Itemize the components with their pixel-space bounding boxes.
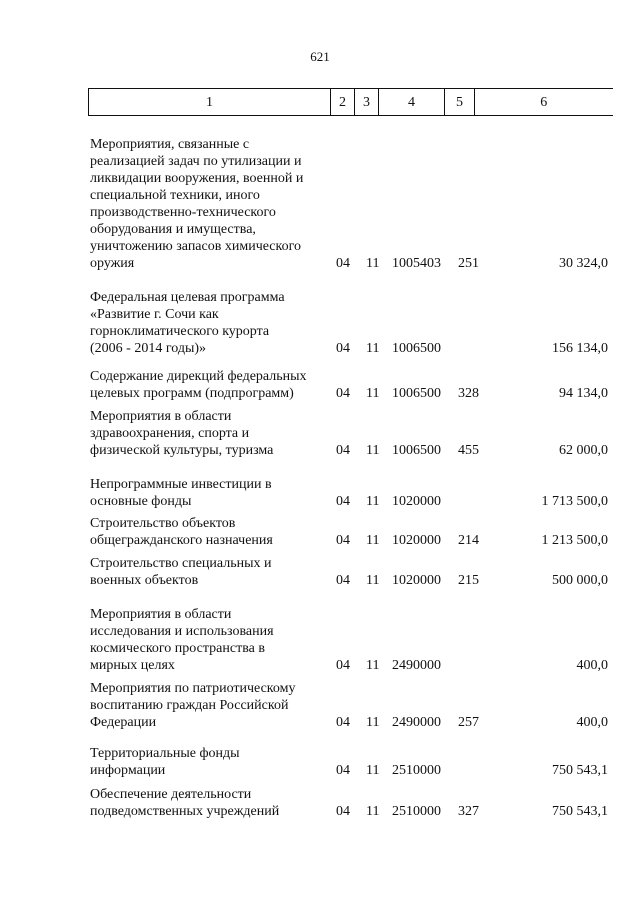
expense-type-code: 215 xyxy=(458,573,479,588)
item-name-line: ликвидации вооружения, военной и xyxy=(90,171,304,186)
amount: 1 713 500,0 xyxy=(541,494,608,509)
item-name-line: мирных целях xyxy=(90,658,175,673)
target-item-code: 2510000 xyxy=(392,804,441,819)
item-name-line: горноклиматического курорта xyxy=(90,324,270,339)
section-code: 04 xyxy=(336,715,350,730)
item-name-line: военных объектов xyxy=(90,573,199,588)
header-col-4: 4 xyxy=(379,89,445,116)
section-code: 04 xyxy=(336,573,350,588)
item-name-line: Обеспечение деятельности xyxy=(90,787,252,802)
subsection-code: 11 xyxy=(366,386,380,401)
item-name-line: Мероприятия, связанные с xyxy=(90,137,250,152)
amount: 400,0 xyxy=(576,715,608,730)
amount: 750 543,1 xyxy=(552,804,608,819)
item-name-line: подведомственных учреждений xyxy=(90,804,280,819)
subsection-code: 11 xyxy=(366,341,380,356)
page-number: 621 xyxy=(310,49,330,64)
item-name-line: уничтожению запасов химического xyxy=(90,239,301,254)
expense-type-code: 214 xyxy=(458,533,479,548)
amount: 750 543,1 xyxy=(552,763,608,778)
item-name-line: Мероприятия по патриотическому xyxy=(90,681,296,696)
target-item-code: 2490000 xyxy=(392,715,441,730)
item-name xyxy=(90,786,330,820)
header-col-3: 3 xyxy=(355,89,379,116)
expense-type-code: 455 xyxy=(458,443,479,458)
subsection-code: 11 xyxy=(366,494,380,509)
amount: 94 134,0 xyxy=(559,386,608,401)
expense-type-code: 328 xyxy=(458,386,479,401)
amount: 400,0 xyxy=(576,658,608,673)
item-name-line: здравоохранения, спорта и xyxy=(90,426,250,441)
amount: 156 134,0 xyxy=(552,341,608,356)
section-code: 04 xyxy=(336,658,350,673)
amount: 62 000,0 xyxy=(559,443,608,458)
item-name xyxy=(90,745,330,779)
item-name-line: Строительство объектов xyxy=(90,516,236,531)
item-name-line: основные фонды xyxy=(90,494,192,509)
section-code: 04 xyxy=(336,804,350,819)
item-name-line: Содержание дирекций федеральных xyxy=(90,369,307,384)
item-name xyxy=(90,515,330,549)
section-code: 04 xyxy=(336,256,350,271)
section-code: 04 xyxy=(336,386,350,401)
target-item-code: 1020000 xyxy=(392,573,441,588)
target-item-code: 2490000 xyxy=(392,658,441,673)
item-name-line: Непрограммные инвестиции в xyxy=(90,477,272,492)
header-col-1: 1 xyxy=(89,89,331,116)
subsection-code: 11 xyxy=(366,715,380,730)
item-name-line: производственно-технического xyxy=(90,205,276,220)
item-name-line: целевых программ (подпрограмм) xyxy=(90,386,294,401)
item-name xyxy=(90,368,330,402)
subsection-code: 11 xyxy=(366,533,380,548)
item-name xyxy=(90,408,330,459)
amount: 1 213 500,0 xyxy=(541,533,608,548)
item-name-line: специальной техники, иного xyxy=(90,188,260,203)
target-item-code: 1006500 xyxy=(392,443,441,458)
amount: 30 324,0 xyxy=(559,256,608,271)
item-name-line: физической культуры, туризма xyxy=(90,443,274,458)
subsection-code: 11 xyxy=(366,658,380,673)
item-name-line: оружия xyxy=(90,256,135,271)
item-name-line: Федеральная целевая программа xyxy=(90,290,285,305)
item-name-line: Строительство специальных и xyxy=(90,556,272,571)
expense-type-code: 257 xyxy=(458,715,479,730)
header-col-5: 5 xyxy=(445,89,475,116)
item-name-line: реализацией задач по утилизации и xyxy=(90,154,302,169)
header-col-6: 6 xyxy=(475,89,613,116)
item-name xyxy=(90,136,330,272)
section-code: 04 xyxy=(336,763,350,778)
item-name xyxy=(90,680,330,731)
item-name-line: воспитанию граждан Российской xyxy=(90,698,289,713)
section-code: 04 xyxy=(336,494,350,509)
subsection-code: 11 xyxy=(366,256,380,271)
item-name xyxy=(90,289,330,357)
item-name-line: оборудования и имущества, xyxy=(90,222,256,237)
target-item-code: 1005403 xyxy=(392,256,441,271)
target-item-code: 1006500 xyxy=(392,386,441,401)
subsection-code: 11 xyxy=(366,763,380,778)
item-name-line: Территориальные фонды xyxy=(90,746,240,761)
target-item-code: 1020000 xyxy=(392,494,441,509)
amount: 500 000,0 xyxy=(552,573,608,588)
expense-type-code: 251 xyxy=(458,256,479,271)
item-name-line: (2006 - 2014 годы)» xyxy=(90,341,207,356)
target-item-code: 1006500 xyxy=(392,341,441,356)
item-name-line: Федерации xyxy=(90,715,157,730)
header-col-2: 2 xyxy=(331,89,355,116)
subsection-code: 11 xyxy=(366,443,380,458)
item-name-line: исследования и использования xyxy=(90,624,274,639)
item-name-line: общегражданского назначения xyxy=(90,533,273,548)
subsection-code: 11 xyxy=(366,804,380,819)
item-name-line: Мероприятия в области xyxy=(90,607,232,622)
target-item-code: 2510000 xyxy=(392,763,441,778)
column-header-table xyxy=(88,88,613,116)
item-name-line: космического пространства в xyxy=(90,641,265,656)
expense-type-code: 327 xyxy=(458,804,479,819)
item-name-line: информации xyxy=(90,763,166,778)
item-name-line: Мероприятия в области xyxy=(90,409,232,424)
section-code: 04 xyxy=(336,341,350,356)
item-name-line: «Развитие г. Сочи как xyxy=(90,307,219,322)
section-code: 04 xyxy=(336,443,350,458)
item-name xyxy=(90,555,330,589)
subsection-code: 11 xyxy=(366,573,380,588)
target-item-code: 1020000 xyxy=(392,533,441,548)
item-name xyxy=(90,476,330,510)
section-code: 04 xyxy=(336,533,350,548)
item-name xyxy=(90,606,330,674)
